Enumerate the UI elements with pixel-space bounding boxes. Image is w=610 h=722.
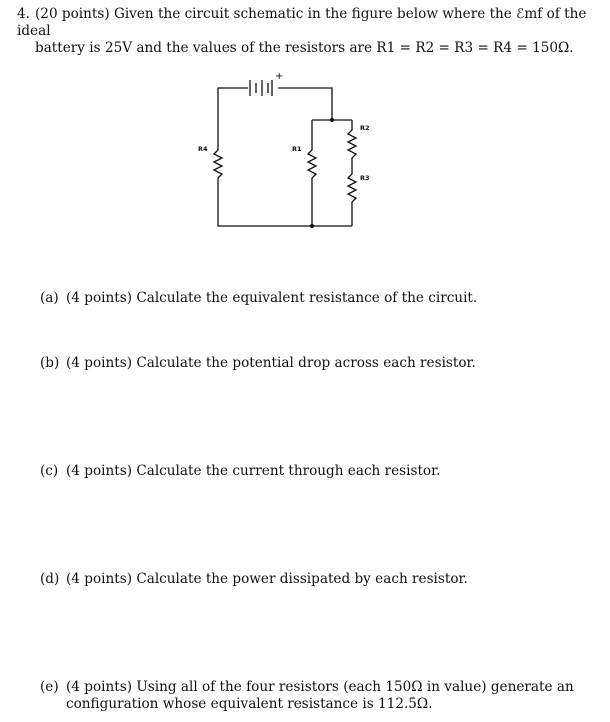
wire-left-bottom [218, 178, 312, 226]
part-d-text: (4 points) Calculate the power dissipated by each resistor. [66, 571, 468, 587]
part-b-label: (b) [40, 355, 60, 371]
resistor-r2-r3 [348, 120, 356, 226]
junction-top [330, 118, 334, 122]
part-d [40, 571, 600, 588]
r2-label: R2 [360, 124, 370, 132]
part-b [40, 355, 600, 372]
part-e [40, 679, 600, 713]
part-e-text-2: configuration whose equivalent resistance is 112.5Ω. [66, 696, 433, 712]
r3-label: R3 [360, 174, 370, 182]
part-b-text: (4 points) Calculate the potential drop across each resistor. [66, 355, 476, 371]
part-c-label: (c) [40, 463, 59, 479]
r4-label: R4 [198, 145, 208, 153]
wire-top-left [218, 88, 248, 150]
part-c-text: (4 points) Calculate the current through each resistor. [66, 463, 441, 479]
r1-label: R1 [292, 145, 302, 153]
junction-bottom [310, 224, 314, 228]
problem-line-1: (20 points) Given the circuit schematic in the figure below where the ℰmf of the ideal [17, 6, 587, 39]
part-a-label: (a) [40, 290, 59, 306]
part-a-text: (4 points) Calculate the equivalent resistance of the circuit. [66, 290, 478, 306]
wire-top-right [278, 88, 332, 120]
problem-number: 4. [17, 6, 30, 22]
battery-plus-label: + [275, 71, 284, 82]
part-d-label: (d) [40, 571, 60, 587]
part-e-label: (e) [40, 679, 59, 695]
part-c [40, 463, 600, 480]
part-a [40, 290, 600, 307]
resistor-r1 [308, 120, 316, 226]
part-e-text: (4 points) Using all of the four resistors (each 150Ω in value) generate an [66, 679, 574, 695]
resistor-r4 [214, 150, 222, 178]
problem-statement [17, 6, 602, 57]
circuit-schematic [190, 68, 380, 238]
problem-line-2: battery is 25V and the values of the resistors are R1 = R2 = R3 = R4 = 150Ω. [35, 40, 574, 56]
circuit-diagram [190, 68, 380, 238]
